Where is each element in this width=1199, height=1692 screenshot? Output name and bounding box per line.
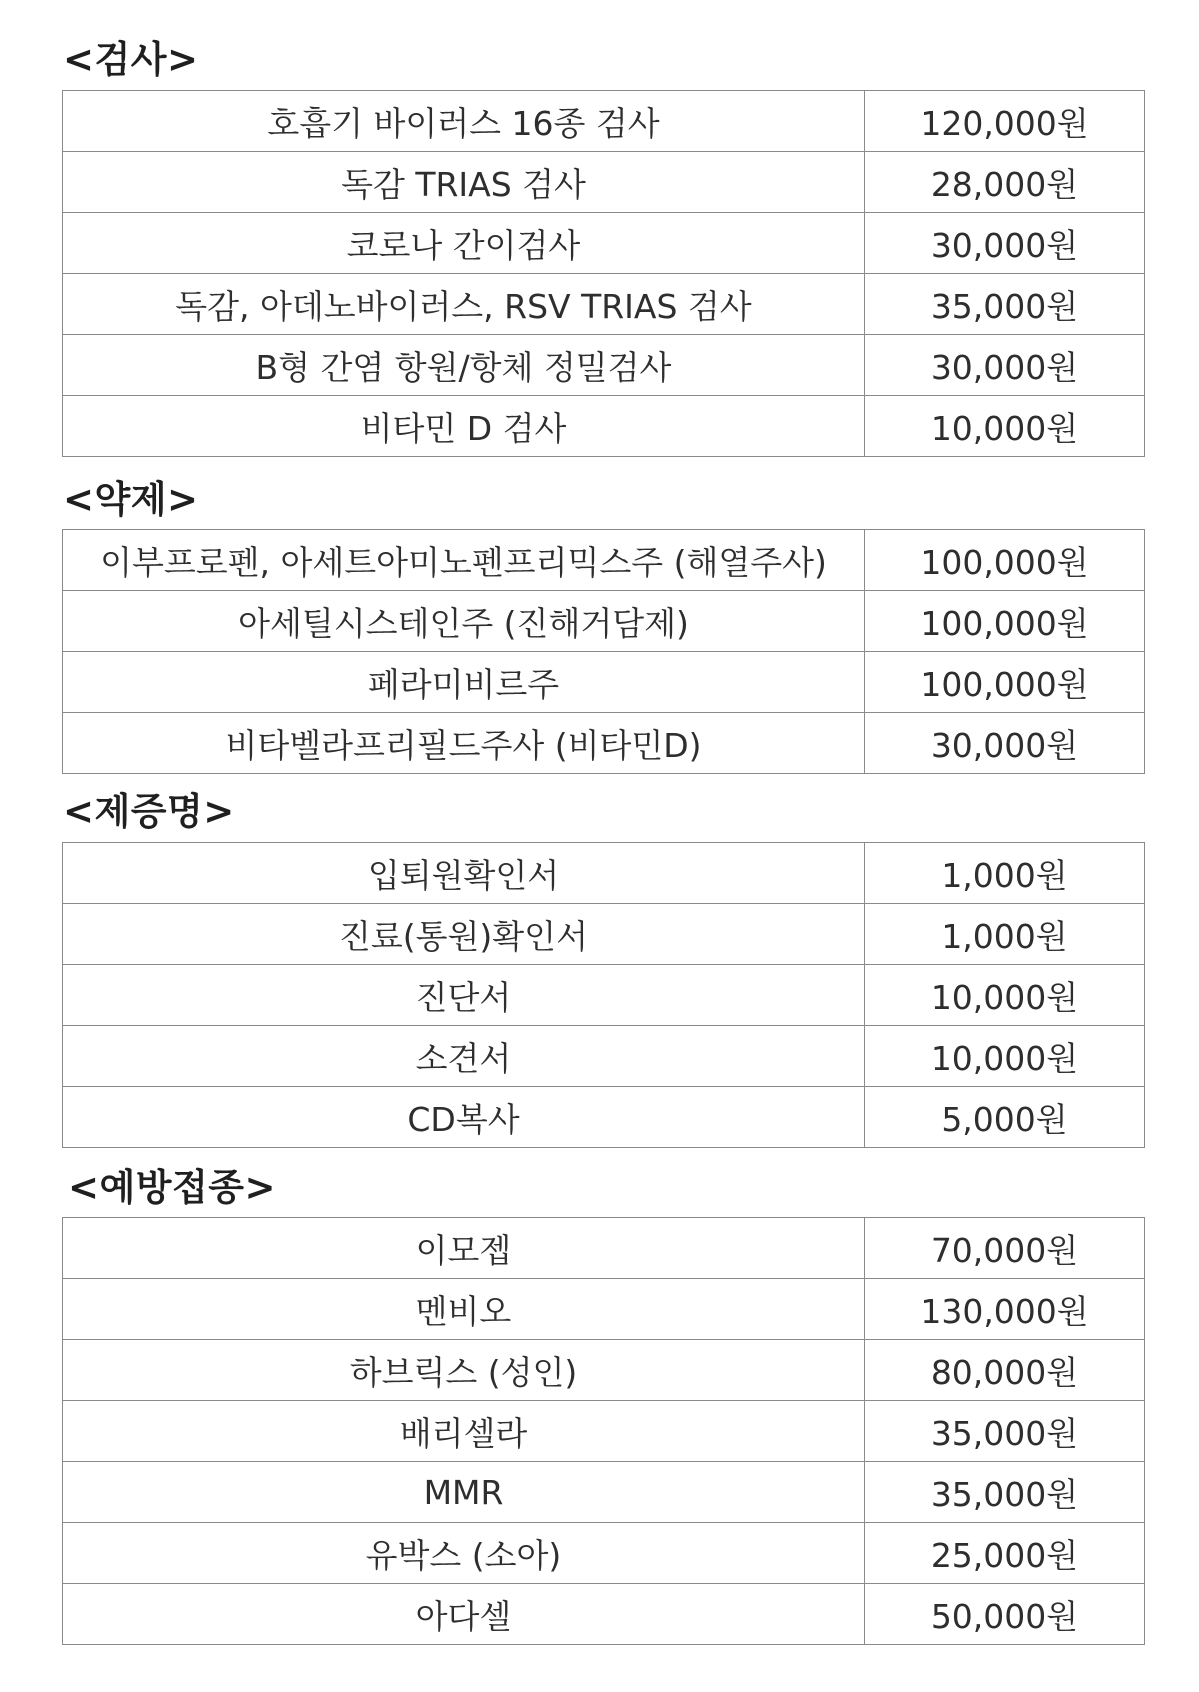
table-row bbox=[63, 904, 1145, 965]
item-name: 진단서 bbox=[63, 965, 865, 1026]
item-name: 비타벨라프리필드주사 (비타민D) bbox=[63, 713, 865, 774]
item-name: B형 간염 항원/항체 정밀검사 bbox=[63, 335, 865, 396]
item-price: 30,000원 bbox=[865, 335, 1145, 396]
item-name: 페라미비르주 bbox=[63, 652, 865, 713]
table-row bbox=[63, 91, 1145, 152]
table-row bbox=[63, 713, 1145, 774]
table-row bbox=[63, 213, 1145, 274]
item-price: 35,000원 bbox=[865, 1401, 1145, 1462]
item-price: 1,000원 bbox=[865, 904, 1145, 965]
section-title-certificates: <제증명> bbox=[63, 790, 235, 833]
section-title-medications: <약제> bbox=[63, 478, 199, 521]
item-price: 70,000원 bbox=[865, 1218, 1145, 1279]
item-price: 30,000원 bbox=[865, 713, 1145, 774]
item-price: 10,000원 bbox=[865, 965, 1145, 1026]
item-price: 100,000원 bbox=[865, 530, 1145, 591]
item-name: 아다셀 bbox=[63, 1584, 865, 1645]
item-price: 35,000원 bbox=[865, 274, 1145, 335]
table-row bbox=[63, 591, 1145, 652]
table-row bbox=[63, 274, 1145, 335]
item-price: 50,000원 bbox=[865, 1584, 1145, 1645]
item-name: 독감 TRIAS 검사 bbox=[63, 152, 865, 213]
item-name: 아세틸시스테인주 (진해거담제) bbox=[63, 591, 865, 652]
item-price: 100,000원 bbox=[865, 591, 1145, 652]
item-name: 호흡기 바이러스 16종 검사 bbox=[63, 91, 865, 152]
item-name: MMR bbox=[63, 1462, 865, 1523]
section-title-tests: <검사> bbox=[63, 38, 199, 81]
item-price: 80,000원 bbox=[865, 1340, 1145, 1401]
item-price: 10,000원 bbox=[865, 396, 1145, 457]
section-title-vaccinations: <예방접종> bbox=[68, 1166, 276, 1209]
item-name: 이부프로펜, 아세트아미노펜프리믹스주 (해열주사) bbox=[63, 530, 865, 591]
item-price: 120,000원 bbox=[865, 91, 1145, 152]
table-row bbox=[63, 1523, 1145, 1584]
item-name: 독감, 아데노바이러스, RSV TRIAS 검사 bbox=[63, 274, 865, 335]
item-price: 100,000원 bbox=[865, 652, 1145, 713]
item-price: 25,000원 bbox=[865, 1523, 1145, 1584]
table-row bbox=[63, 1340, 1145, 1401]
medications-price-table bbox=[62, 529, 1145, 774]
table-row bbox=[63, 1087, 1145, 1148]
table-row bbox=[63, 652, 1145, 713]
table-row bbox=[63, 1026, 1145, 1087]
item-name: 입퇴원확인서 bbox=[63, 843, 865, 904]
table-row bbox=[63, 335, 1145, 396]
item-price: 30,000원 bbox=[865, 213, 1145, 274]
table-row bbox=[63, 843, 1145, 904]
item-name: 비타민 D 검사 bbox=[63, 396, 865, 457]
item-price: 5,000원 bbox=[865, 1087, 1145, 1148]
item-name: 유박스 (소아) bbox=[63, 1523, 865, 1584]
item-price: 28,000원 bbox=[865, 152, 1145, 213]
table-row bbox=[63, 1584, 1145, 1645]
vaccinations-price-table bbox=[62, 1217, 1145, 1645]
item-price: 10,000원 bbox=[865, 1026, 1145, 1087]
table-row bbox=[63, 152, 1145, 213]
item-name: 멘비오 bbox=[63, 1279, 865, 1340]
table-row bbox=[63, 1462, 1145, 1523]
table-row bbox=[63, 530, 1145, 591]
item-price: 35,000원 bbox=[865, 1462, 1145, 1523]
item-name: CD복사 bbox=[63, 1087, 865, 1148]
item-price: 1,000원 bbox=[865, 843, 1145, 904]
item-name: 이모젭 bbox=[63, 1218, 865, 1279]
item-name: 진료(통원)확인서 bbox=[63, 904, 865, 965]
item-name: 하브릭스 (성인) bbox=[63, 1340, 865, 1401]
item-name: 배리셀라 bbox=[63, 1401, 865, 1462]
item-price: 130,000원 bbox=[865, 1279, 1145, 1340]
item-name: 코로나 간이검사 bbox=[63, 213, 865, 274]
table-row bbox=[63, 1401, 1145, 1462]
item-name: 소견서 bbox=[63, 1026, 865, 1087]
table-row bbox=[63, 965, 1145, 1026]
table-row bbox=[63, 1218, 1145, 1279]
table-row bbox=[63, 1279, 1145, 1340]
certificates-price-table bbox=[62, 842, 1145, 1148]
table-row bbox=[63, 396, 1145, 457]
tests-price-table bbox=[62, 90, 1145, 457]
